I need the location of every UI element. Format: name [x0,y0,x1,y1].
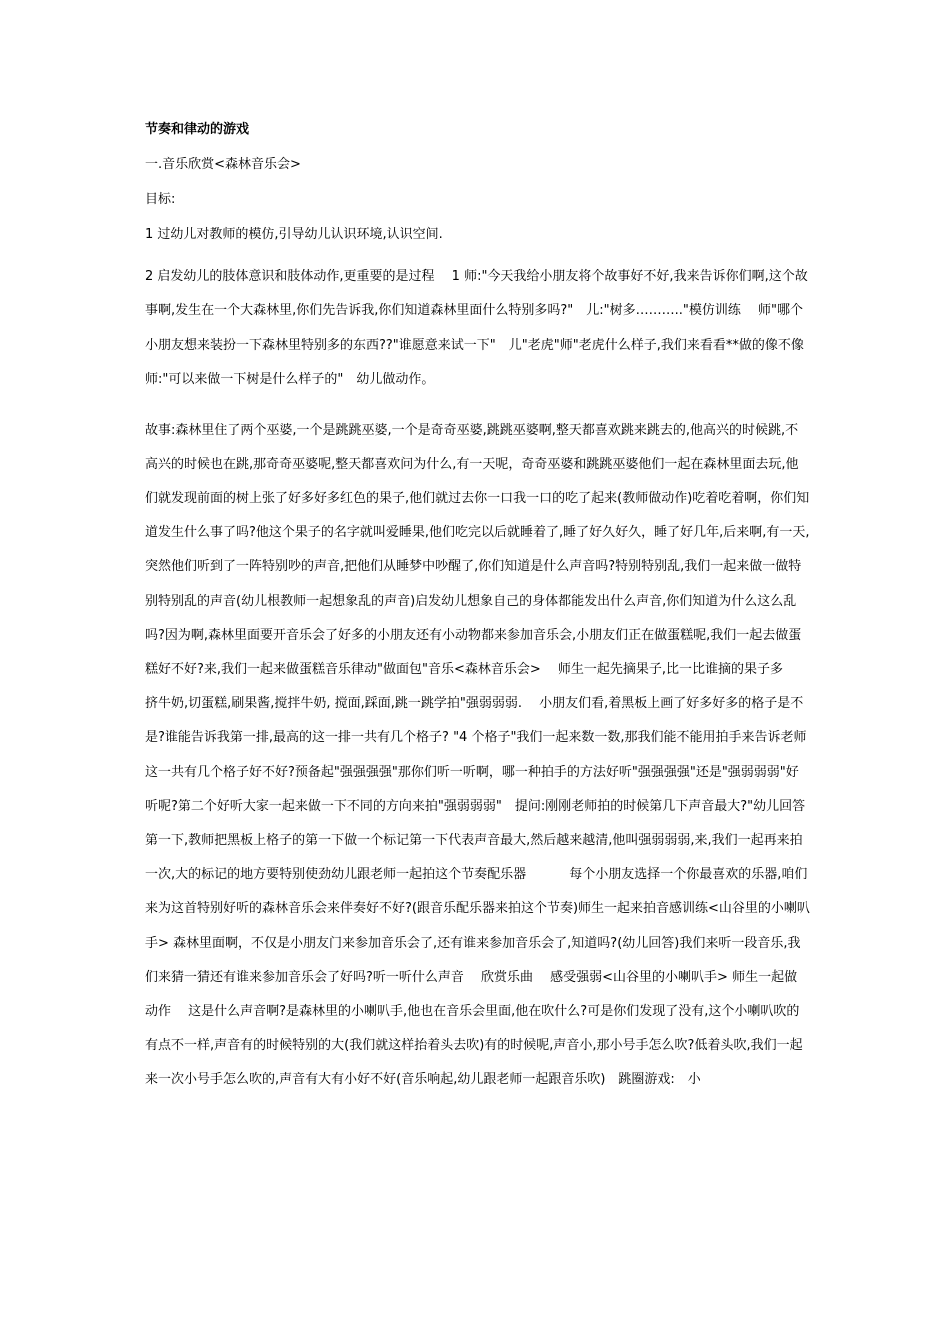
document-page [145,120,821,1098]
section-heading: 一.音乐欣赏<森林音乐会> [145,157,301,172]
goal-label: 目标: [145,192,176,207]
document-title: 节奏和律动的游戏 [145,122,250,137]
goal-item-1: 1 过幼儿对教师的模仿,引导幼儿认识环境,认识空间. [145,227,443,242]
paragraph-gap [145,398,810,414]
goal-item-2: 2 启发幼儿的肢体意识和肢体动作,更重要的是过程 1 师:"今天我给小朋友将个故事好不好,我来告诉你们啊,这个故事啊,发生在一个大森林里,你们先告诉我,你们知道森林里面什么特别多吗?" 儿:"树多……….."模仿训练 师"哪个小朋友想来装扮一下森林里特别多的东西??"谁愿意来试一下" 儿"老虎"师"老虎什么样子,我们来看看**做的像不像 师:"可以来做一下树是什么样子的" 幼儿做动作。 [145,269,821,388]
story-paragraph: 故事:森林里住了两个巫婆,一个是跳跳巫婆,一个是奇奇巫婆,跳跳巫婆啊,整天都喜欢跳来跳去的,他高兴的时候跳,不高兴的时候也在跳,那奇奇巫婆呢,整天都喜欢问为什么,有一天呢，奇奇巫婆和跳跳巫婆他们一起在森林里面去玩,他们就发现前面的树上张了好多好多红色的果子,他们就过去你一口我一口的吃了起来(教师做动作)吃着吃着啊，你们知道发生什么事了吗?他这个果子的名字就叫爱睡果,他们吃完以后就睡着了,睡了好久好久，睡了好几年,后来啊,有一天,突然他们听到了一阵特别吵的声音,把他们从睡梦中吵醒了,你们知道是什么声音吗?特别特别乱,我们一起来做一做特别特别乱的声音(幼儿根教师一起想象乱的声音)启发幼儿想象自己的身体都能发出什么声音,你们知道为什么这么乱吗?因为啊,森林里面要开音乐会了好多的小朋友还有小动物都来参加音乐会,小朋友们正在做蛋糕呢,我们一起去做蛋糕好不好?来,我们一起来做蛋糕音乐律动"做面包"音乐<森林音乐会> 师生一起先摘果子,比一比谁摘的果子多 挤牛奶,切蛋糕,刷果酱,搅拌牛奶, 搅面,踩面,跳一跳学拍"强弱弱弱. 小朋友们看,着黑板上画了好多好多的格子是不是?谁能告诉我第一排,最高的这一排一共有几个格子? "4 个格子"我们一起来数一数,那我们能不能用拍手来告诉老师这一共有几个格子好不好?预备起"强强强强"那你们听一听啊，哪一种拍手的方法好听"强强强强"还是"强弱弱弱"好听呢?第二个好听大家一起来做一下不同的方向来拍"强弱弱弱" 提问:刚刚老师拍的时候第几下声音最大?"幼儿回答第一下,教师把黑板上格子的第一下做一个标记第一下代表声音最大,然后越来越清,他叫强弱弱弱,来,我们一起再来拍一次,大的标记的地方要特别使劲幼儿跟老师一起拍这个节奏配乐器 每个小朋友选择一个你最喜欢的乐器,咱们来为这首特别好听的森林音乐会来伴奏好不好?(跟音乐配乐器来拍这个节奏)师生一起来拍音感训练<山谷里的小喇叭手> 森林里面啊，不仅是小朋友门来参加音乐会了,还有谁来参加音乐会了,知道吗?(幼儿回答)我们来听一段音乐,我们来猜一猜还有谁来参加音乐会了好吗?听一听什么声音 欣赏乐曲 感受强弱<山谷里的小喇叭手> 师生一起做动作 这是什么声音啊?是森林里的小喇叭手,他也在音乐会里面,他在吹什么?可是你们发现了没有,这个小喇叭吹的有点不一样,声音有的时候特别的大(我们就这样抬着头去吹)有的时候呢,声音小,那小号手怎么吹?低着头吹,我们一起来一次小号手怎么吹的,声音有大有小好不好(音乐响起,幼儿跟老师一起跟音乐吹) 跳圈游戏: 小 [145,422,810,1088]
